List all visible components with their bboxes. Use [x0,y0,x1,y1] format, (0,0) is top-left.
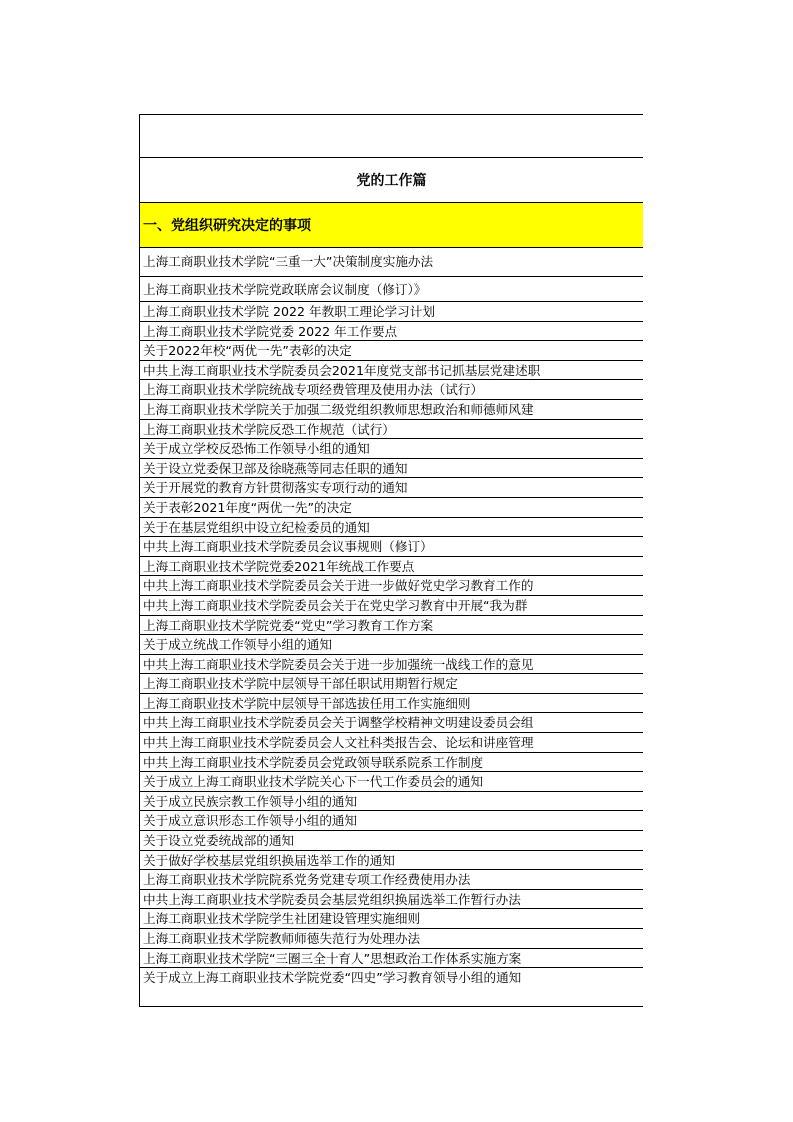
list-item: 中共上海工商职业技术学院委员会关于进一步加强统一战线工作的意见 [140,655,643,675]
list-item: 关于设立党委保卫部及徐晓燕等同志任职的通知 [140,459,643,479]
list-item: 中共上海工商职业技术学院委员会议事规则（修订） [140,537,643,557]
list-item: 上海工商职业技术学院党委 2022 年工作要点 [140,322,643,342]
list-item: 上海工商职业技术学院 2022 年教职工理论学习计划 [140,302,643,322]
document-table [139,114,643,1007]
list-item: 中共上海工商职业技术学院委员会基层党组织换届选举工作暂行办法 [140,890,643,910]
list-item: 上海工商职业技术学院党委2021年统战工作要点 [140,557,643,577]
list-item: 上海工商职业技术学院党政联席会议制度（修订）》 [140,277,643,302]
list-item: 上海工商职业技术学院中层领导干部任职试用期暂行规定 [140,674,643,694]
list-item: 关于成立上海工商职业技术学院党委“四史”学习教育领导小组的通知 [143,970,522,986]
list-item: 中共上海工商职业技术学院委员会关于调整学校精神文明建设委员会组 [140,713,643,733]
item-list [140,248,643,988]
list-item: 上海工商职业技术学院统战专项经费管理及使用办法（试行） [140,380,643,400]
list-item: 关于成立上海工商职业技术学院关心下一代工作委员会的通知 [140,772,643,792]
blank-header-row [140,115,643,158]
list-item: 关于做好学校基层党组织换届选举工作的通知 [140,851,643,871]
list-item: 关于成立统战工作领导小组的通知 [140,635,643,655]
list-item: 上海工商职业技术学院“三圈三全十育人”思想政治工作体系实施方案 [140,949,643,969]
list-item: 关于在基层党组织中设立纪检委员的通知 [140,518,643,538]
list-item: 关于设立党委统战部的通知 [140,831,643,851]
section-heading: 一、党组织研究决定的事项 [140,203,643,248]
list-item: 上海工商职业技术学院教师师德失范行为处理办法 [140,929,643,949]
list-item: 中共上海工商职业技术学院委员会2021年度党支部书记抓基层党建述职 [140,361,643,381]
list-item: 中共上海工商职业技术学院委员会关于在党史学习教育中开展“我为群 [140,596,643,616]
list-item: 上海工商职业技术学院“三重一大”决策制度实施办法 [140,248,643,277]
list-item: 关于成立意识形态工作领导小组的通知 [140,811,643,831]
list-item: 上海工商职业技术学院关于加强二级党组织教师思想政治和师德师风建 [140,400,643,420]
list-item: 关于成立民族宗教工作领导小组的通知 [140,792,643,812]
page-title: 党的工作篇 [140,158,643,203]
list-item: 中共上海工商职业技术学院委员会人文社科类报告会、论坛和讲座管理 [140,733,643,753]
list-item: 上海工商职业技术学院反恐工作规范（试行） [140,420,643,440]
list-item: 中共上海工商职业技术学院委员会关于进一步做好党史学习教育工作的 [140,576,643,596]
list-item: 上海工商职业技术学院院系党务党建专项工作经费使用办法 [140,870,643,890]
list-item: 中共上海工商职业技术学院委员会党政领导联系院系工作制度 [140,753,643,773]
list-item: 关于开展党的教育方针贯彻落实专项行动的通知 [140,478,643,498]
list-item: 关于表彰2021年度“两优一先”的决定 [140,498,643,518]
list-item: 上海工商职业技术学院党委“党史”学习教育工作方案 [140,616,643,636]
list-item: 上海工商职业技术学院学生社团建设管理实施细则 [140,909,643,929]
list-item: 关于2022年校“两优一先”表彰的决定 [140,341,643,361]
list-item: 上海工商职业技术学院中层领导干部选拔任用工作实施细则 [140,694,643,714]
list-item: 关于成立学校反恐怖工作领导小组的通知 [140,439,643,459]
